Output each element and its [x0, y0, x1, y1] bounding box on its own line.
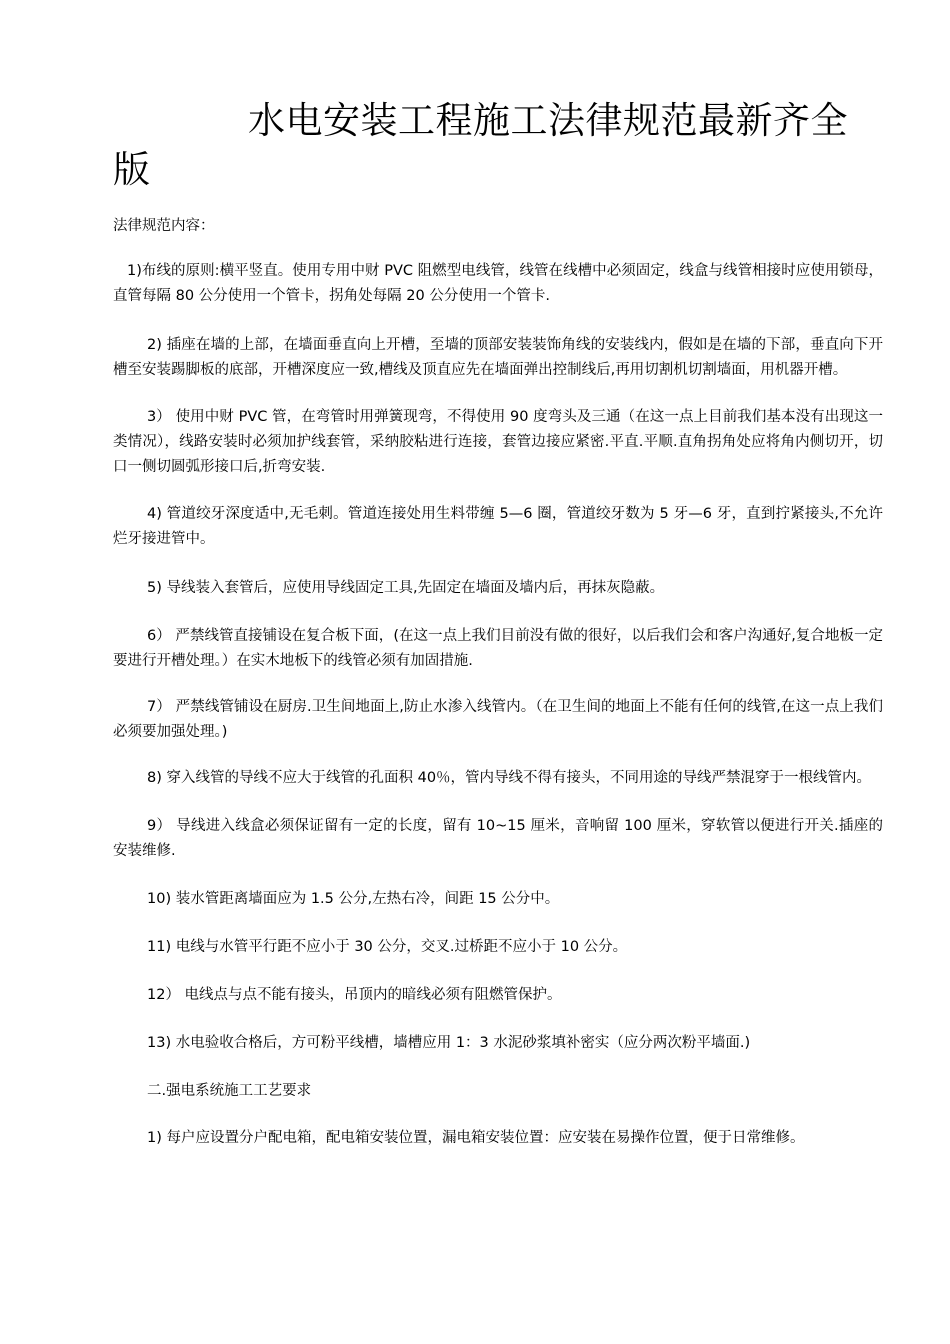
intro-label: 法律规范内容：: [113, 218, 215, 234]
paragraph-12: 12） 电线点与点不能有接头，吊顶内的暗线必须有阻燃管保护。: [147, 987, 562, 1003]
paragraph-5: 5) 导线装入套管后，应使用导线固定工具,先固定在墙面及墙内后，再抹灰隐蔽。: [147, 580, 665, 596]
paragraph-13: 13) 水电验收合格后，方可粉平线槽，墙槽应用 1：3 水泥砂浆填补密实（应分两次粉平墙面.): [147, 1035, 751, 1051]
paragraph-9: 9） 导线进入线盒必须保证留有一定的长度，留有 10~15 厘米，音响留 100 厘米，穿软管以便进行开关.插座的安装维修.: [113, 818, 883, 859]
paragraph-3: 3） 使用中财 PVC 管，在弯管时用弹簧现弯，不得使用 90 度弯头及三通（在这一点上目前我们基本没有出现这一类情况），线路安装时必须加护线套管，采纳胶粘进行连接，套管边接应紧密.平直.平顺.直角拐角处应将角内侧切开，切口一侧切圆弧形接口后,折弯安装.: [113, 409, 883, 475]
paragraph-8: 8) 穿入线管的导线不应大于线管的孔面积 40％，管内导线不得有接头，不同用途的导线严禁混穿于一根线管内。: [147, 770, 872, 786]
document-body: [113, 214, 883, 1151]
paragraph-10: 10) 装水管距离墙面应为 1.5 公分,左热右冷，间距 15 公分中。: [147, 891, 560, 907]
paragraph-7: 7） 严禁线管铺设在厨房.卫生间地面上,防止水渗入线管内。（在卫生间的地面上不能有任何的线管,在这一点上我们必须要加强处理。): [113, 699, 883, 740]
paragraph-11: 11) 电线与水管平行距不应小于 30 公分，交叉.过桥距不应小于 10 公分。: [147, 939, 628, 955]
paragraph-1: 1)布线的原则:横平竖直。使用专用中财 PVC 阻燃型电线管，线管在线槽中必须固定，线盒与线管相接时应使用锁母，直管每隔 80 公分使用一个管卡，拐角处每隔 20 公分使用一个管卡.: [113, 263, 883, 304]
paragraph-2: 2) 插座在墙的上部，在墙面垂直向上开槽，至墙的顶部安装装饰角线的安装线内，假如是在墙的下部，垂直向下开槽至安装踢脚板的底部，开槽深度应一致,槽线及顶直应先在墙面弹出控制线后,再用切割机切割墙面，用机器开槽。: [113, 337, 883, 378]
paragraph-14: 1) 每户应设置分户配电箱，配电箱安装位置，漏电箱安装位置：应安装在易操作位置，便于日常维修。: [147, 1130, 805, 1146]
document-title: 水电安装工程施工法律规范最新齐全版: [113, 99, 848, 191]
paragraph-4: 4) 管道绞牙深度适中,无毛刺。管道连接处用生料带缠 5—6 圈，管道绞牙数为 5 牙—6 牙，直到拧紧接头,不允许烂牙接进管中。: [113, 506, 883, 547]
paragraph-6: 6） 严禁线管直接铺设在复合板下面，(在这一点上我们目前没有做的很好，以后我们会和客户沟通好,复合地板一定要进行开槽处理。）在实木地板下的线管必须有加固措施.: [113, 628, 883, 669]
section-heading-strong-current: 二.强电系统施工工艺要求: [147, 1083, 312, 1099]
